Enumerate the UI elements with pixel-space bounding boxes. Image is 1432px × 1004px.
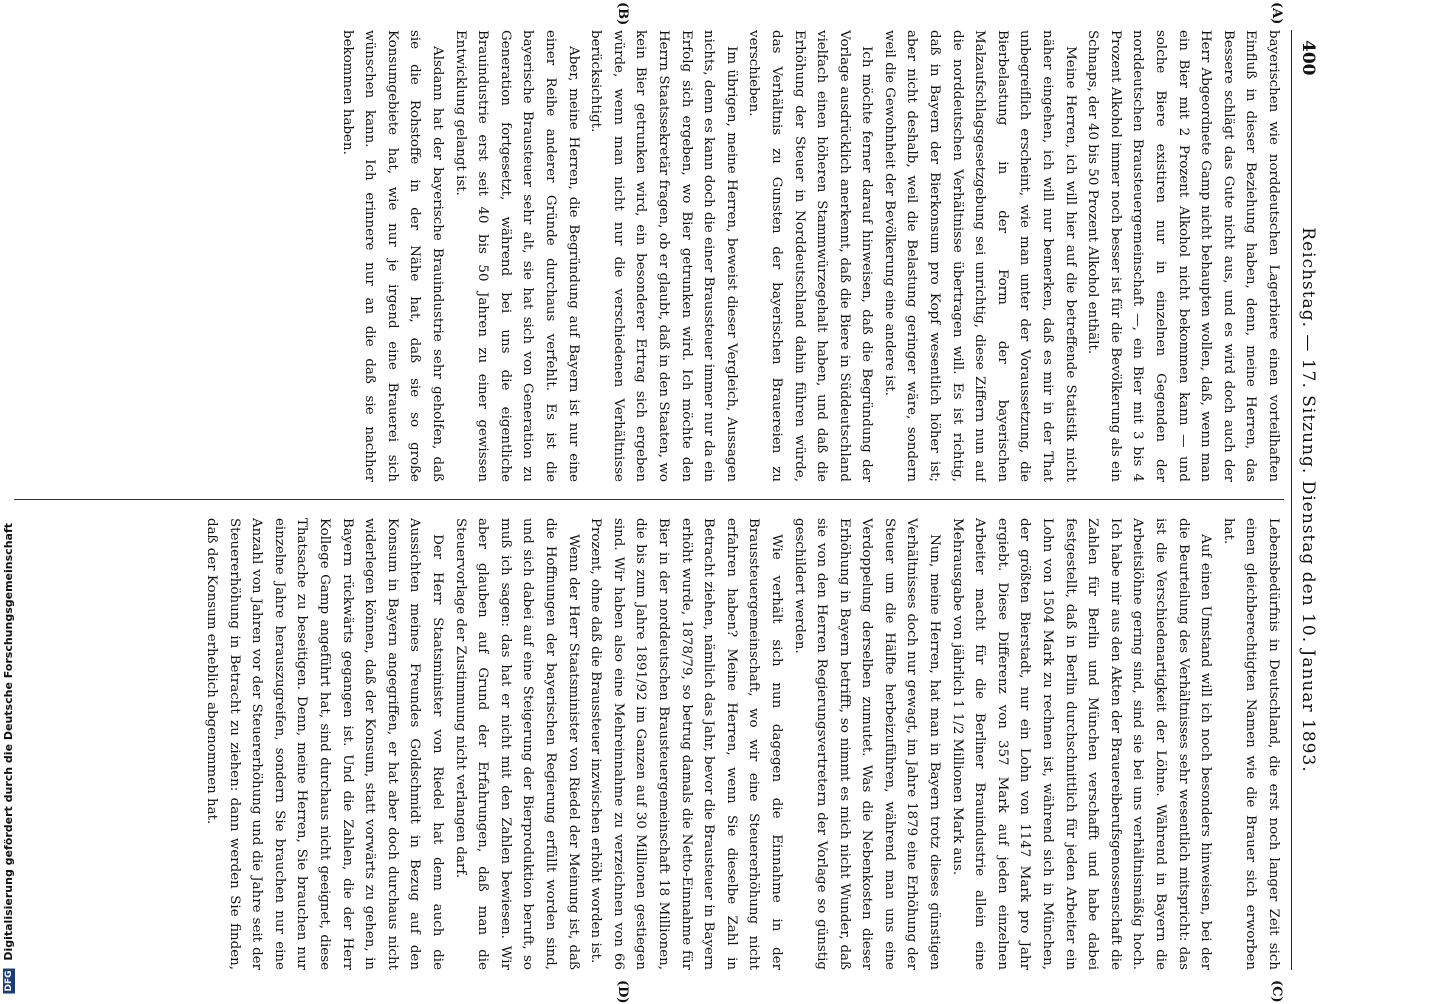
left-column [14,30,1284,482]
margin-marker-b: (B) [615,2,630,26]
header-rule [1291,30,1292,970]
paragraph: Aber, meine Herren, die Begründung auf Bayern ist nur eine einer Reihe anderer Gründe durchaus verfehlt. Es ist die bayerische Brausteuer sehr alt, sie hat sich von Generation zu Generation fortgesetzt, während bei uns die eigentliche Brauindustrie erst seit 40 bis 50 Jahren zu einer gewissen Entwicklung gelangt ist. [452,30,581,482]
paragraph: Lebensbedürfnis in Deutschland, die erst noch langer Zeit sich einen gleichberechtigten Namen wie die Brauer sich erworben hat. [1220,518,1281,970]
margin-marker-a: (A) [1269,2,1284,25]
page-header [1290,40,1320,960]
paragraph: Im übrigen, meine Herren, beweist dieser Vergleich, Aussagen nichts, denn es kann doch die einer Braussteuer immer nur da ein Erfolg sich ergeben, wo Bier getrunken wird. Ich möchte den Herrn Staatssekretär fragen, ob er glaubt, daß in den Staaten, wo kein Bier getrunken wird, ein besonderer Ertrag sich ergeben würde, wenn man nicht nur die verschiedenen Verhältnisse berücksichtigt. [588,30,739,482]
paragraph: Alsdann hat der bayerische Brauindustrie sehr geholfen, daß sie die Rohstoffe in der Nähe hat, daß sie so große Konsumgebiete hat, wie nur je irgend eine Brauerei sich wünschen kann. Ich erinnere nur an die daß sie nachher bekommen haben. [339,30,446,482]
dfg-logo-icon: DFG [4,970,14,992]
paragraph: Der Herr Staatsminister von Riedel hat denn auch die Aussichten meines Freundes Goldschmidt in Bezug auf den Konsum in Bayern angegriffen, er hat aber doch durchaus nicht widerlegen können, daß der Konsum, statt vorwärts zu gehen, in Bayern rückwärts gegangen ist. Und die Zahlen, die der Herr Kollege Gamp angeführt hat, sind durchaus nicht geeignet, diese Thatsache zu beseitigen. Denn, meine Herren, Sie brauchen nur einzelne Jahre herauszugreifen, sondern Sie brauchen nur eine Anzahl von Jahren vor der Steuererhöhung und die Jahre seit der Steuererhöhung in Betracht zu ziehen: dann werden Sie finden, daß der Konsum erheblich abgenommen hat. [204,518,446,970]
paragraph: Wenn der Herr Staatsminister von Riedel der Meinung ist, daß die Hoffnungen der bayerischen Regierung erfüllt worden sind, und sich dabei auf eine Steigerung der Bierproduktion beruft, so muß ich sagen: das hat er nicht mit den Zahlen bewiesen. Wir aber glauben auf Grund der Erfahrungen, daß man die Steuervorlage der Zustimmung nicht verlangen darf. [452,518,581,970]
paragraph: Wie verhält sich nun dagegen die Einnahme in der Braussteuergemeinschaft, wo wir eine Steuererhöhung nicht erfahren haben? Meine Herren, wenn Sie dieselbe Zahl in Betracht ziehen, nämlich das Jahr, bevor die Brausteuer in Bayern erhöht wurde, 1878/79, so betrug damals die Netto-Einnahme für Bier in der norddeutschen Brausteuergemeinschaft 18 Millionen, die bis zum Jahre 1891/92 im Ganzen auf 30 Millionen gestiegen sind. Wir haben also eine Mehreinnahme zu verzeichnen von 66 Prozent, ohne daß die Braussteuer inzwischen erhöht worden ist. [588,518,784,970]
margin-marker-c: (C) [1269,980,1284,1003]
paragraph: bayerischen wie norddeutschen Lagerbiere einen vorteilhaften Einfluß in dieser Beziehung haben, denn, meine Herren, das Bessere schlägt das Gute nicht aus, und es wird doch auch der Herr Abgeordnete Gamp nicht behaupten wollen, daß, wenn man ein Bier mit 2 Prozent Alkohol nicht bekommen kann — und solche Biere existiren nur in einzelnen Gegenden der norddeutschen Brausteuergemeinschaft —, ein Bier mit 3 bis 4 Prozent Alkohol immer noch besser ist für die Bevölkerung als ein Schnaps, der 40 bis 50 Prozent Alkohol enthält. [1085,30,1281,482]
margin-marker-d: (D) [615,980,630,1004]
right-column [14,518,1284,970]
paragraph: Ich möchte ferner darauf hinweisen, daß die Begründung der Vorlage ausdrücklich anerkennt, daß die Biere in Süddeutschland vielfach einen höheren Stammwürzegehalt haben, und daß die Erhöhung der Steuer in Norddeutschland dahin führen würde, das Verhältnis zu Gunsten der bayerischen Brauereien zu verschieben. [746,30,875,482]
paragraph: Auf einen Umstand will ich noch besonders hinweisen, bei der die Beurteilung des Verhältnisses sehr wesentlich mitspricht: das ist die Verschiedenartigkeit der Löhne. Während in Bayern die Arbeitslöhne gering sind, sind sie bei uns verhältnismäßig hoch. Ich habe mir aus den Akten der Brauereiberufsgenossenschaft die Zahlen für Berlin und München verschafft und habe dabei festgestellt, daß in Berlin durchschnittlich für jeden Arbeiter ein Lohn von 1504 Mark zu rechnen ist, während sich in München, der größten Bierstadt, nur ein Lohn von 1147 Mark pro Jahr ergiebt. Diese Differenz von 357 Mark auf jeden einzelnen Arbeiter macht für die Berliner Brauindustrie allein eine Mehrausgabe von jährlich 1 1/2 Millionen Mark aus. [949,518,1214,970]
page-number: 400 [1298,40,1318,76]
paragraph: Meine Herren, ich will hier auf die betreffende Statistik nicht näher eingehen, ich will nur bemerken, daß es mir in der That unbegreiflich erscheint, wie man unter der Voraussetzung, die Bierbelastung in der Form der bayerischen Malzaufschlagsgesetzgebung sei unrichtig, diese Ziffern nun auf die norddeutschen Verhältnisse übertragen will. Es ist richtig, daß in Bayern der Bierkonsum pro Kopf wesentlich höher ist; aber nicht deshalb, weil die Belastung geringer wäre, sondern weil die Gewohnheit der Bevölkerung eine andere ist. [881,30,1078,482]
paragraph: Nun, meine Herren, hat man in Bayern trotz dieses günstigen Verhältnisses doch nur gewagt, im Jahre 1879 eine Erhöhung der Steuer um die Hälfte herbeizuführen, während man uns eine Verdoppelung derselben zumutet. Was die Nebenkosten dieser Erhöhung in Bayern betrifft, so nimmt es mich nicht Wunder, daß sie von den Herren Regierungsvertretern der Vorlage so günstig geschildert werden. [791,518,943,970]
column-rule [14,499,1284,500]
running-title: Reichstag. — 17. Sitzung. Dienstag den 10. Januar 1893. [1298,227,1318,773]
dfg-credit-text: Digitalisierung gefördert durch die Deutsche Forschungsgemeinschaft [2,523,15,962]
